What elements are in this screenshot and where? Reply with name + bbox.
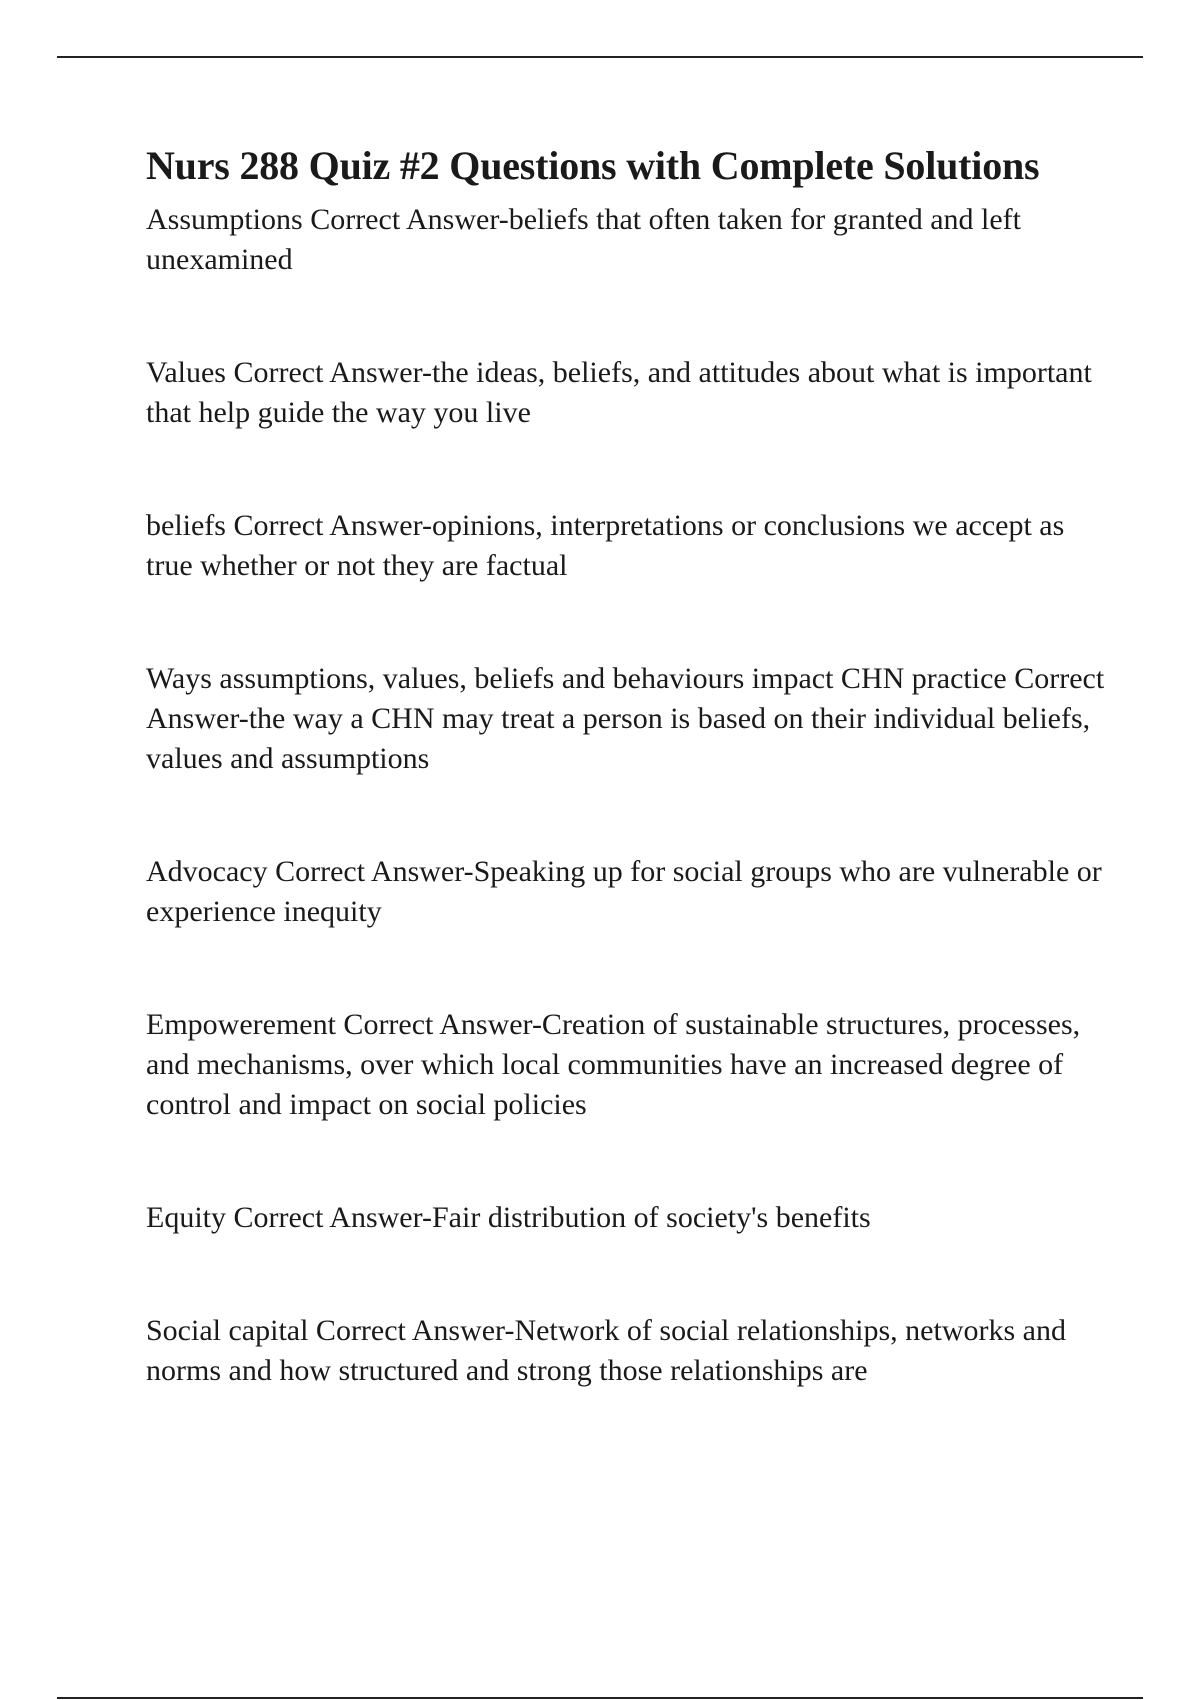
qa-entry-empowerment: Empowerement Correct Answer-Creation of sustainable structures, processes, and mechanisms, over which local communities have an increased degree of control and impact on social policies: [146, 1008, 1081, 1121]
qa-entry-social-capital: Social capital Correct Answer-Network of social relationships, networks and norms and how structured and strong those relationships are: [146, 1314, 1066, 1387]
qa-entry-equity: Equity Correct Answer-Fair distribution of society's benefits: [146, 1201, 871, 1234]
qa-entry-beliefs: beliefs Correct Answer-opinions, interpretations or conclusions we accept as true whether or not they are factual: [146, 509, 1065, 582]
header-rule: [57, 56, 1143, 58]
footer-rule: [57, 1697, 1143, 1699]
qa-entry-assumptions: Assumptions Correct Answer-beliefs that often taken for granted and left unexamined: [146, 203, 1021, 276]
qa-entry-advocacy: Advocacy Correct Answer-Speaking up for social groups who are vulnerable or experience inequity: [146, 855, 1102, 928]
qa-entry-values: Values Correct Answer-the ideas, beliefs, and attitudes about what is important that help guide the way you live: [146, 356, 1092, 429]
document-body: [146, 140, 1106, 1391]
document-title: Nurs 288 Quiz #2 Questions with Complete Solutions: [146, 143, 1040, 188]
qa-entry-chn-practice: Ways assumptions, values, beliefs and behaviours impact CHN practice Correct Answer-the way a CHN may treat a person is based on their individual beliefs, values and assumptions: [146, 662, 1105, 775]
